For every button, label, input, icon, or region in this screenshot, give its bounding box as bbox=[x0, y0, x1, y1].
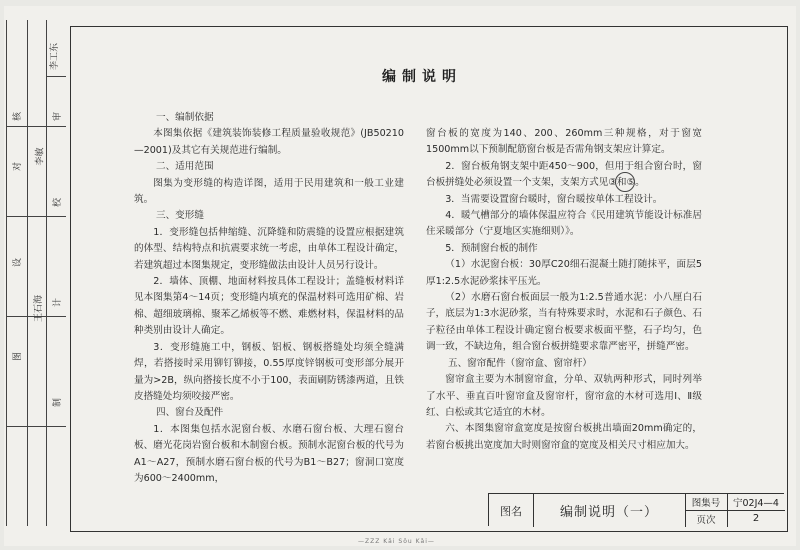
strip-label: 对 bbox=[13, 161, 24, 172]
strip-hline bbox=[6, 426, 66, 427]
paragraph: 5．预制窗台板的制作 bbox=[445, 242, 538, 254]
title-block bbox=[488, 493, 784, 526]
signature-name: 李敏 bbox=[35, 147, 46, 166]
section-heading: 四、窗台及配件 bbox=[156, 407, 224, 419]
paragraph: 2．墙体、顶棚、地面材料按具体工程设计；盖缝板材料详见本图集第4～14页；变形缝内填充的保温材料可选用矿棉、岩棉、超细玻璃棉、聚苯乙烯板等不燃、难燃材料，保温材料的品种类别由设计人确定。 bbox=[134, 276, 404, 337]
footer-text: —ZZZ Kǎi Sǒu Kǎi— bbox=[358, 538, 435, 545]
paragraph: 图集为变形缝的构造详图，适用于民用建筑和一般工业建筑。 bbox=[134, 177, 404, 206]
label-drawing-name: 图名 bbox=[500, 504, 522, 518]
paragraph: 3．变形缝施工中，钢板、铝板、钢板搭缝处均须全缝满焊，若搭接时采用铆钉铆接，0.55厚度锌钢板可变形部分展开量为>2B，纵向搭接长度不小于100，表面刷防锈漆两道，且铁皮搭缝处均须咬接严密。 bbox=[134, 341, 404, 402]
atlas-number: 宁02J4—4 bbox=[733, 498, 779, 509]
strip-label: 校 bbox=[53, 197, 64, 208]
left-text-column bbox=[134, 110, 404, 487]
paragraph: 2．窗台板角钢支架中距450～900，但用于组合窗台时，窗台板拼缝处必须设置一个支架，支架方式见③和⑤。 bbox=[426, 160, 702, 189]
strip-hline bbox=[6, 216, 66, 217]
label-atlas-no: 图集号 bbox=[691, 498, 721, 509]
signature-name: 李工东 bbox=[50, 42, 61, 71]
paragraph: 1．变形缝包括伸缩缝、沉降缝和防震缝的设置应根据建筑的体型、结构特点和抗震要求统一考虑，由单体工程设计确定，若建筑超过本图集规定，变形缝做法由设计人员另行设计。 bbox=[134, 226, 404, 271]
page-number: 2 bbox=[752, 513, 760, 524]
paragraph: 窗帘盒主要为木制窗帘盒，分单、双轨两种形式，同时列举了水平、垂直百叶窗帘盒及窗帘杆，窗帘盒的木材可选用Ⅰ、Ⅱ级红、白松或其它适宜的木材。 bbox=[426, 374, 702, 418]
label-page: 页次 bbox=[696, 514, 716, 526]
paragraph: 4．暖气槽部分的墙体保温应符合《民用建筑节能设计标准居住采暖部分（宁夏地区实施细则）》。 bbox=[426, 210, 702, 238]
paragraph: 1．本图集包括水泥窗台板、水磨石窗台板、大理石窗台板、磨光花岗岩窗台板和木制窗台板。预制水泥窗台板的代号为A1～A27，预制水磨石窗台板的代号为B1～B27；窗洞口宽度为600～2400mm， bbox=[134, 423, 404, 484]
section-heading: 二、适用范围 bbox=[156, 161, 214, 173]
drawing-name: 编制说明（一） bbox=[559, 505, 658, 520]
page-title: 编制说明 bbox=[382, 69, 462, 85]
section-heading: 一、编制依据 bbox=[156, 112, 214, 123]
paragraph: 3．当需要设置窗台暖时，窗台暖按单体工程设计。 bbox=[445, 193, 663, 205]
strip-label: 计 bbox=[53, 297, 64, 308]
strip-label: 制 bbox=[53, 397, 64, 408]
paragraph: （1）水泥窗台板：30厚C20细石混凝土随打随抹平，面层5厚1:2.5水泥砂浆抹平压光。 bbox=[426, 259, 702, 287]
signature-name: 王石海 bbox=[34, 294, 45, 323]
paragraph: 六、本图集窗帘盒宽度是按窗台板挑出墙面20mm确定的，若窗台板挑出宽度加大时则窗帘盒的宽度及相关尺寸相应加大。 bbox=[426, 423, 702, 451]
strip-label: 设 bbox=[13, 257, 24, 268]
strip-hline bbox=[6, 126, 66, 127]
circle-reference-mark bbox=[615, 172, 635, 192]
strip-label: 审 bbox=[53, 111, 64, 122]
strip-hline bbox=[46, 76, 66, 77]
strip-label: 图 bbox=[13, 351, 24, 362]
paragraph: 窗台板的宽度为140、200、260mm三种规格，对于窗宽1500mm以下预制配筋窗台板是否需角钢支架应计算定。 bbox=[426, 128, 702, 156]
section-heading: 三、变形缝 bbox=[156, 210, 204, 222]
signature-strip bbox=[6, 20, 66, 526]
strip-line bbox=[6, 20, 7, 526]
right-text-column bbox=[426, 126, 702, 454]
paragraph: （2）水磨石窗台板面层一般为1:2.5普通水泥：小八厘白石子，底层为1:3水泥砂浆，当有特殊要求时，水泥和石子颜色、石子粒径由单体工程设计确定窗台板要求板面平整，石子均匀，色调一致，不缺边角，组合窗台板拼缝要求靠严密平，拼缝严密。 bbox=[426, 292, 702, 353]
paragraph: 本图集依据《建筑装饰装修工程质量验收规范》(JB50210—2001)及其它有关规范进行编制。 bbox=[134, 128, 404, 156]
section-heading: 五、窗帘配件（窗帘盒、窗帘杆） bbox=[448, 357, 592, 369]
strip-line bbox=[27, 20, 28, 526]
strip-label: 核 bbox=[13, 111, 24, 122]
strip-line bbox=[46, 20, 47, 526]
